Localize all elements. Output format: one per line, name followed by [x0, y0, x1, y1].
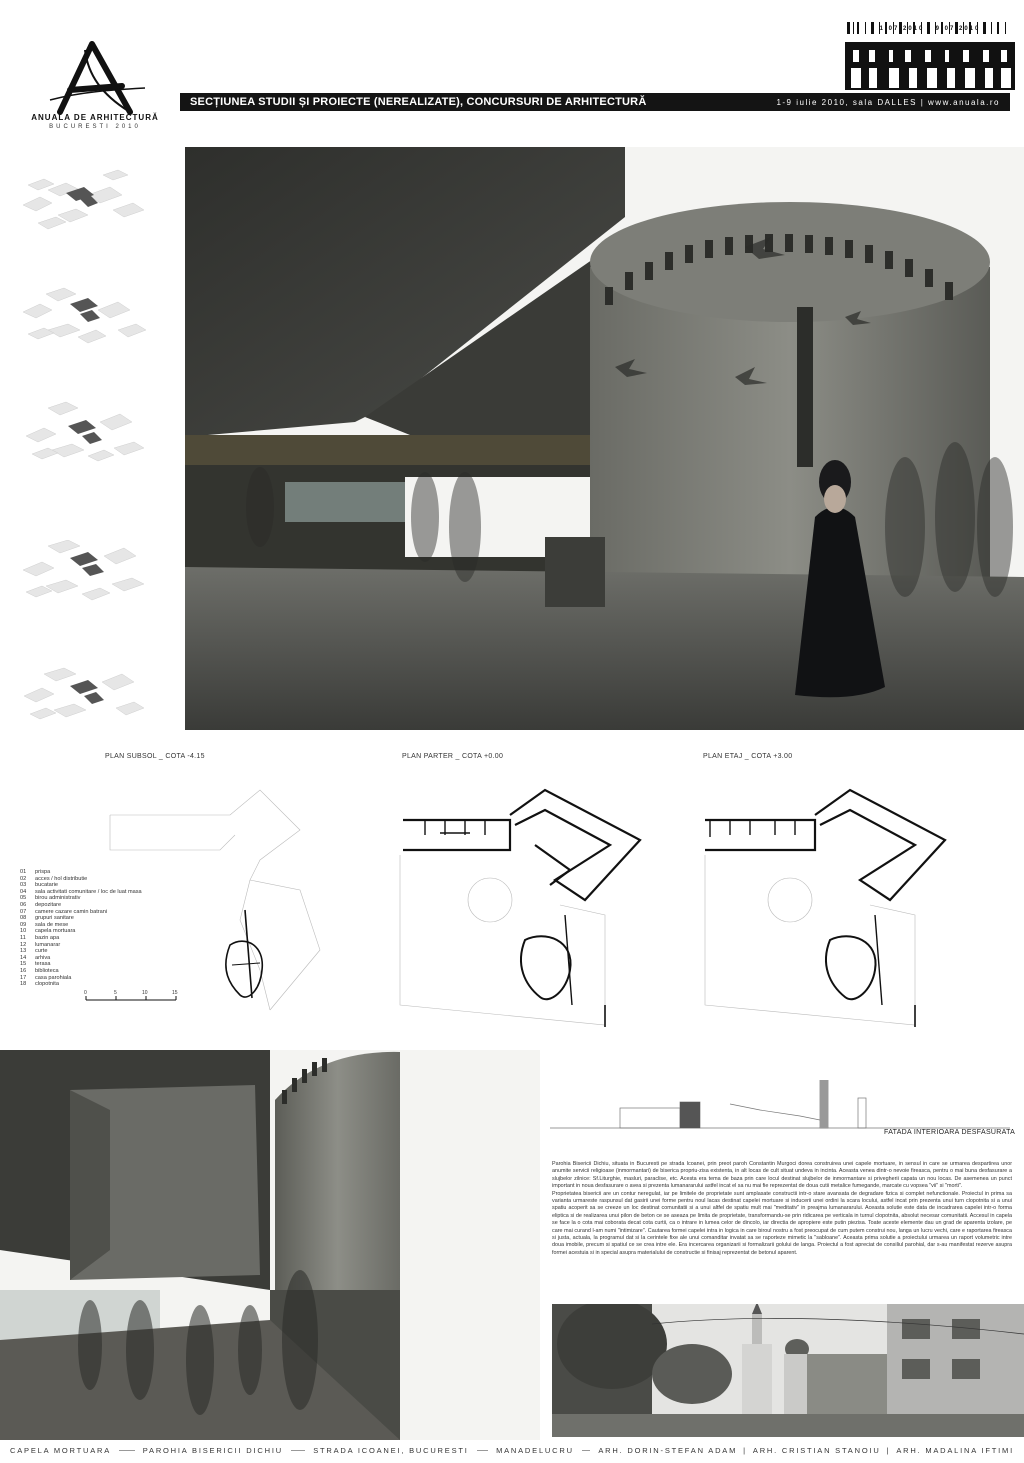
legend-item: 16 biblioteca — [20, 967, 59, 974]
legend-item: 03 bucatarie — [20, 882, 59, 889]
massing-model-1 — [18, 165, 148, 235]
legend-item: 10 capela mortuara — [20, 928, 76, 935]
room-legend — [20, 869, 142, 988]
legend-item: 05 birou administrativ — [20, 895, 81, 902]
elevation-label: FATADA INTERIOARA DESFASURATA — [884, 1129, 1016, 1136]
legend-item: 17 casa parohiala — [20, 974, 72, 981]
footer-project: CAPELA MORTUARA — [10, 1445, 112, 1455]
main-render — [185, 147, 1024, 730]
plan-upper-drawing — [680, 765, 990, 1030]
legend-item: 01 prispa — [20, 869, 51, 875]
massing-model-5 — [18, 660, 148, 730]
legend-item: 15 terasa — [20, 961, 51, 968]
logo-name: ANUALA DE ARHITECTURĂ — [31, 113, 159, 122]
header-bar — [180, 93, 1010, 111]
exhibition-dates: 1 07 2010 - 9 07 2010 — [879, 26, 981, 32]
legend-item: 08 grupuri sanitare — [20, 915, 74, 922]
legend-item: 07 camere cazare camin batrani — [20, 908, 108, 915]
scale-tick-15: 15 — [172, 990, 178, 996]
scale-tick-0: 0 — [84, 990, 87, 996]
legend-item: 04 sala activitati comunitare / loc de luat masa — [20, 888, 142, 895]
legend-item: 09 sala de mese — [20, 921, 69, 928]
legend-item: 18 clopotnita — [20, 981, 59, 988]
massing-model-4 — [18, 540, 148, 610]
footer-architect-3: ARH. MADALINA IFTIMI — [896, 1445, 1014, 1455]
scale-tick-10: 10 — [142, 990, 148, 996]
description-paragraph: Proprietatea bisericii are un contur neregulat, iar pe limitele de proprietate sunt amplasate constructii intr-o stare avansata de degradare fizica si complet nefunctionale. Proiectul in prima sa varianta urmareste raspunsul dat gasirii unei forme pentru noul lacas destinat capelei mortuare si inducerii unei ordini la scara locului, astfel incat prin prezenta unui turn clopotnita si a unui spatiu acoperit sa se creeze un loc destinat comunitatii si a unui altfel de spatiu mult mai "meditativ" in preajma lumanararului. Aceasta solutie este data de incadrarea capelei intr-o forma eliptica si de realizarea unui pilon de beton ce se aseaza pe limita de proprietate, transformandu-se prin ridicarea pe verticala in turnul clopotnita, absolut necesar comunitatii. Accesul in capela se face la o cota mai coborata decat cota curtii, ca o intrare in lumea celor de dincolo, iar directia de apropiere este putin piezisa. Toate aceste elemente dau un grad de aparenta izolare, pe care mai curand l-am numi "intimizare". Cautarea formei capelei intra in logica in care biroul nostru a fost preocupat de cum putem construi nou, langa un lucru vechi, care e raportarea fireasca si justa, actuala, la programul dat si la cerintele fixe ale unui comanditar invatat sa se raporteze mimetic la "sabloane". Aceasta prima solutie a proiectului urmarea un raport volumetric intre doua imobile, precum si spatiul ce se crea intre ele. Era incercarea organizarii si formalizarii golului de langa. Proiectul a fost apreciat de consiliul parohial, dar s-au manifestat rezerve asupra formei acestuia si in special asupra materialului de constructie si finisaj reprezentat de betonul aparent. — [552, 1190, 1012, 1256]
footer-architect-1: ARH. DORIN-STEFAN ADAM — [598, 1445, 738, 1455]
plan-ground-drawing — [385, 765, 685, 1030]
footer-client: PAROHIA BISERICII DICHIU — [142, 1445, 283, 1455]
plan-basement-label: PLAN SUBSOL _ COTA -4.15 — [105, 753, 205, 760]
scale-tick-5: 5 — [114, 990, 117, 996]
event-info: 1-9 iulie 2010, sala DALLES | www.anuala.ro — [776, 97, 1000, 107]
legend-item: 13 curte — [20, 948, 48, 955]
legend-item: 14 arhiva — [20, 954, 51, 961]
massing-model-3 — [18, 398, 148, 468]
legend-item: 06 depozitare — [20, 901, 62, 908]
massing-model-2 — [18, 282, 148, 352]
footer-office: MANADELUCRU — [496, 1445, 574, 1455]
section-title: SECȚIUNEA STUDII ȘI PROIECTE (NEREALIZATE), CONCURSURI DE ARHITECTURĂ — [190, 96, 647, 108]
footer-architect-2: ARH. CRISTIAN STANOIU — [752, 1445, 881, 1455]
legend-item: 12 lumanarar — [20, 941, 61, 948]
plan-upper-label: PLAN ETAJ _ COTA +3.00 — [703, 753, 793, 760]
legend-item: 02 acces / hol distributie — [20, 875, 88, 882]
barcode-graphic — [845, 22, 1015, 90]
project-description — [552, 1161, 1012, 1257]
legend-item: 11 bazin apa — [20, 934, 60, 941]
plan-ground-label: PLAN PARTER _ COTA +0.00 — [402, 753, 504, 760]
interior-render — [0, 1050, 540, 1440]
footer: CAPELA MORTUARA PAROHIA BISERICII DICHIU STRADA ICOANEI, BUCURESTI MANADELUCRU ARH. DORIN-STEFAN ADAM | ARH. CRISTIAN STANOIU | ARH. MADALINA IFTIMI — [10, 1445, 1014, 1455]
footer-address: STRADA ICOANEI, BUCURESTI — [313, 1445, 469, 1455]
logo-subtitle: BUCURESTI 2010 — [49, 124, 141, 130]
description-paragraph: Parohia Bisericii Dichiu, situata in Bucuresti pe strada Icoanei, prin preot paroh Constantin Murgoci dorea construirea unei capele mortuare, in sensul in care se urmarea despartirea unor anumite servicii religioase (inmormantari) de biserica propriu-zisa existenta, in alt locas de cult situat undeva in incinta. Aceasta venea dintr-o nevoie fireasca, pentru o mai buna desfasurare a slujbelor zilnice: Sf.Liturghie, masluri, paraclise, etc. Acesta era tema de baza prin care locul destinat slujbelor de inmormantare si privegherii capata un nou locas. De asemenea un punct important in noua desfasurare o avea si prezenta lumanararului astfel incat el sa nu mai fie reprezentat de doua cutii metalice fumegande, marcate cu vopsea "vii" si "morti". — [552, 1161, 1012, 1190]
site-photo — [552, 1304, 1024, 1437]
